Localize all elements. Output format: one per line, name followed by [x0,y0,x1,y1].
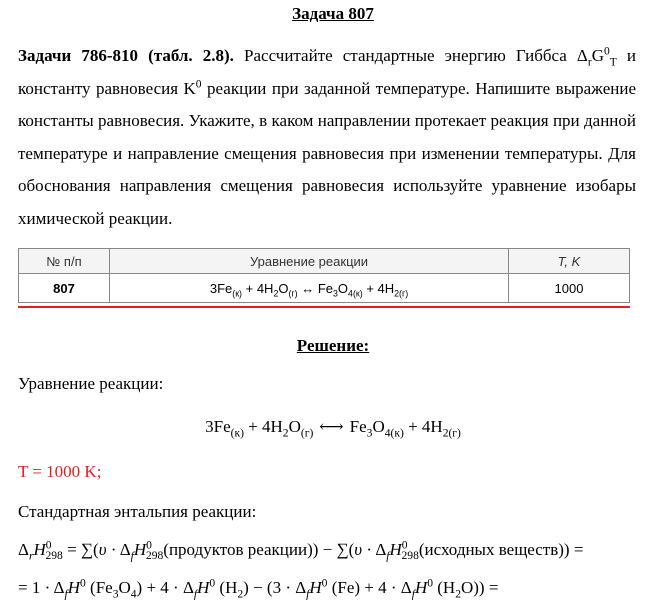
table-header-row [19,249,630,274]
cell-number: 807 [19,274,110,303]
enthalpy-label: Стандартная энтальпия реакции: [18,502,257,521]
problem-lead: Задачи 786-810 (табл. 2.8). [18,46,234,65]
double-arrow-icon: ⟷ [319,417,344,436]
table-row [19,274,630,303]
page-title: Задача 807 [292,4,374,23]
cell-equation: $3Fe_{(к)} + 4H_2O_{(г)}$ ↔ $Fe_3O_{4(к)} + 4H_{2(г)}$ [110,274,509,303]
enthalpy-formula: $\Delta_rH^0_{298} = \sum(\upsilon$ · $\Delta_fH^0_{298}(продуктов$ реакции)) − $\sum(\upsilon \cdot \Delta_fH^0_{298}(исходных$ веществ)) = [18,538,584,563]
col-header-temperature: T, K [509,249,630,274]
problem-statement: Задачи 786-810 (табл. 2.8). Рассчитайте стандартные энергию Гиббса $\Delta_rG^0_T$ и константу равновесия $K^0$ реакции при заданной температуре. Напишите выражение константы равновесия. Укажите, в каком направлении протекает реакция при данной температуре и направление смещения равновесия при изменении температуры. Для обоснования направления смещения равновесия используйте уравнение изобары химической реакции. [18,44,636,228]
temperature-value: T = 1000 K; [18,462,102,481]
red-underline [18,306,630,308]
cell-temperature: 1000 [509,274,630,303]
task-table [18,248,630,303]
enthalpy-formula-continued: = $1 \cdot \Delta_fH^0$ $(Fe_3O_4) + 4 \cdot \Delta_fH^0$ $(H_2) - (3 \cdot \Delta_fH^0$ $(Fe) + 4 \cdot \Delta_fH^0$ $(H_2O)$) = [18,576,499,600]
col-header-number: № п/п [19,249,110,274]
reaction-label: Уравнение реакции: [18,374,164,393]
col-header-equation: Уравнение реакции [110,249,509,274]
reaction-equation: $3Fe_{(к)} + 4H_2O_{(г)}$ ⟷ $Fe_3O_{4(к)} + 4H_{2(г)}$ [205,417,461,440]
solution-heading: Решение: [296,336,370,355]
